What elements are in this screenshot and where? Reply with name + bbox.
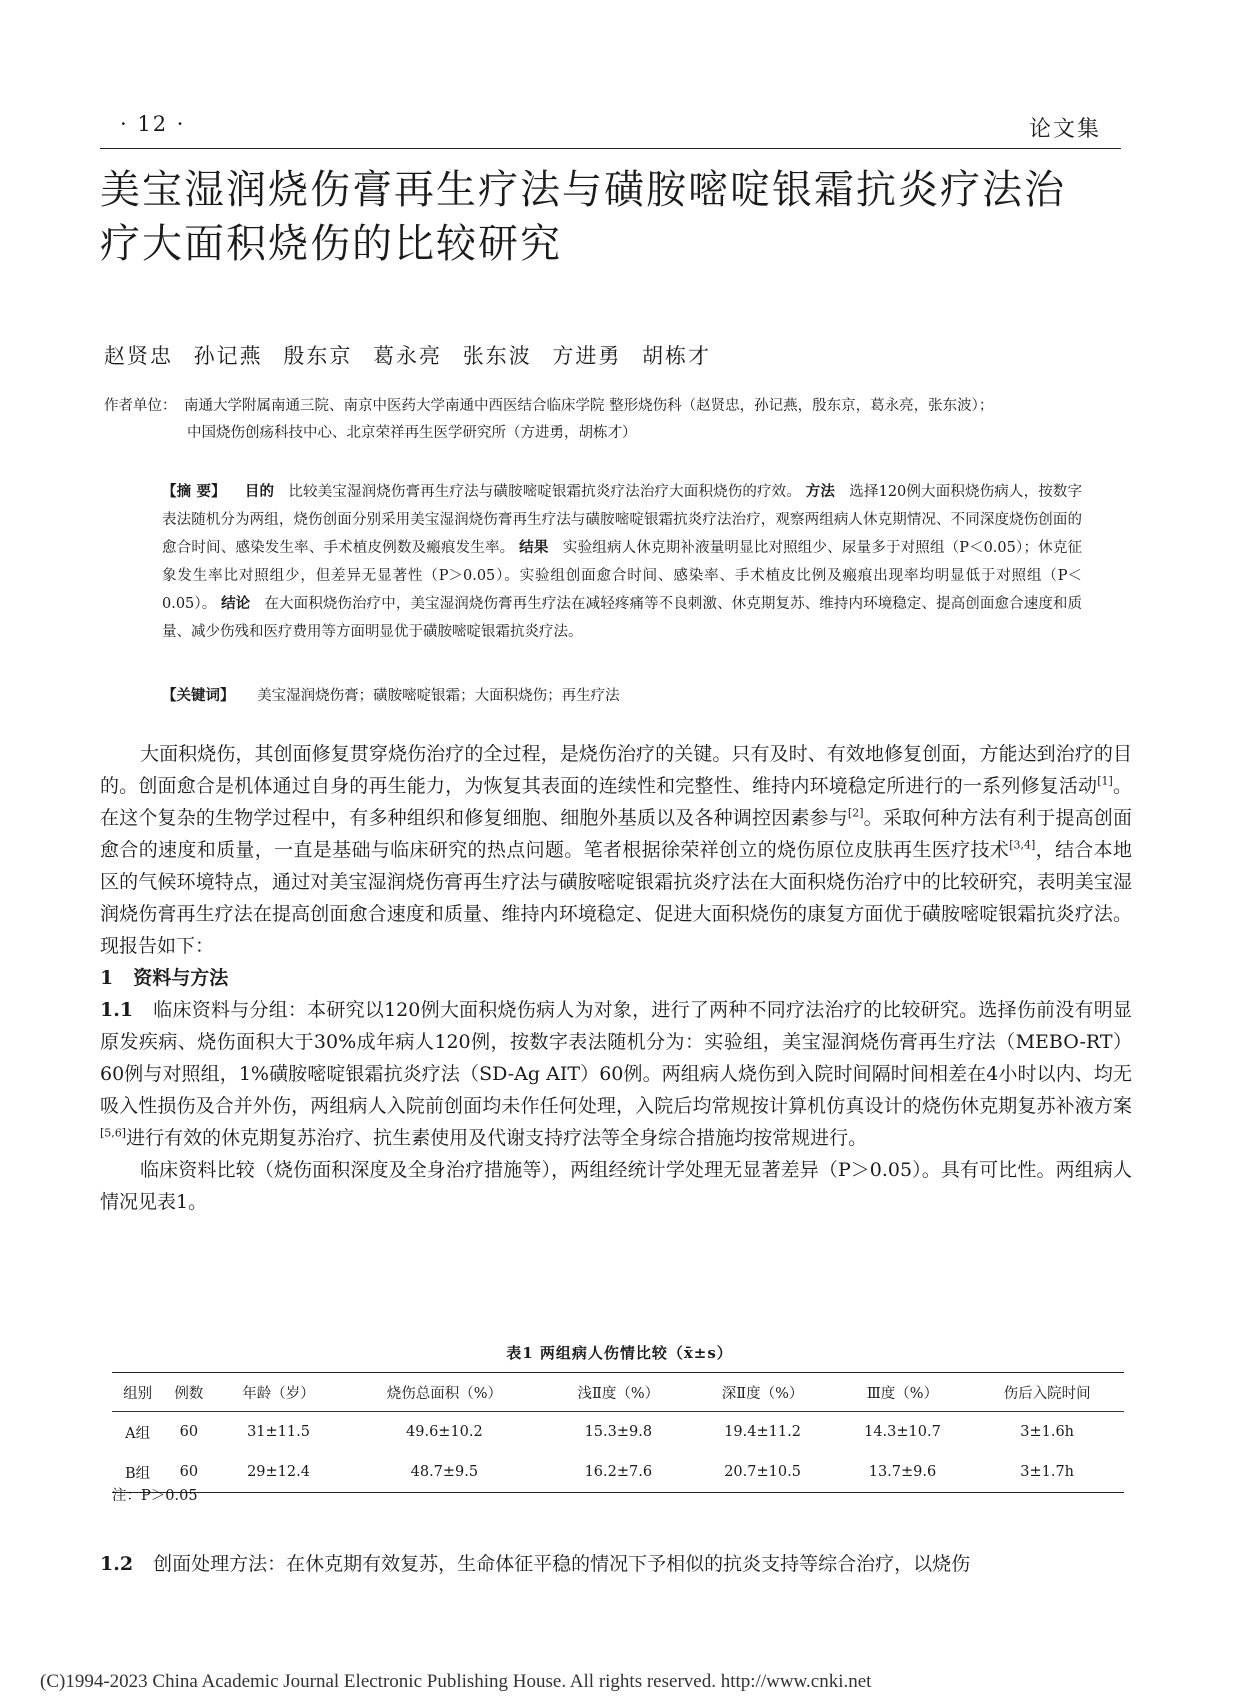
title-line-2: 疗大面积烧伤的比较研究 <box>100 221 562 267</box>
table-caption: 表1 两组病人伤情比较（x̄±s） <box>506 1344 733 1362</box>
page-number: · 12 · <box>120 112 186 136</box>
abstract-result: 实验组病人休克期补液量明显比对照组少、尿量多于对照组（P＜0.05）；休克征象发生率比对照组少，但差异无显著性（P＞0.05）。实验组创面愈合时间、感染率、手术植皮比例及瘢痕出现率均明显低于对照组（P＜0.05）。 <box>162 540 1083 612</box>
col-header: Ⅲ度（%） <box>835 1373 971 1412</box>
intro-paragraph: 大面积烧伤，其创面修复贯穿烧伤治疗的全过程，是烧伤治疗的关键。只有及时、有效地修复创面，方能达到治疗的目的。创面愈合是机体通过自身的再生能力，为恢复其表面的连续性和完整性、维持内环境稳定所进行的一系列修复活动[1]。在这个复杂的生物学过程中，有多种组织和修复细胞、细胞外基质以及各种调控因素参与[2]。采取何种方法有利于提高创面愈合的速度和质量，一直是基础与临床研究的热点问题。笔者根据徐荣祥创立的烧伤原位皮肤再生医疗技术[3,4]，结合本地区的气候环境特点，通过对美宝湿润烧伤膏再生疗法与磺胺嘧啶银霜抗炎疗法在大面积烧伤治疗中的比较研究，表明美宝湿润烧伤膏再生疗法在提高创面愈合速度和质量、维持内环境稳定、促进大面积烧伤的康复方面优于磺胺嘧啶银霜抗炎疗法。现报告如下： <box>100 743 1132 957</box>
table-cell: 13.7±9.6 <box>835 1452 971 1493</box>
table-cell: B组 <box>112 1452 163 1493</box>
running-header <box>100 112 1121 146</box>
keywords-label: 【关键词】 <box>162 687 235 704</box>
table-cell: 29±12.4 <box>214 1452 342 1493</box>
col-header: 深Ⅱ度（%） <box>690 1373 834 1412</box>
col-header: 年龄（岁） <box>214 1373 342 1412</box>
ref-citation: [2] <box>847 806 864 820</box>
paper-title <box>100 163 1130 271</box>
subsection-number: 1.2 <box>100 1553 134 1575</box>
table-row <box>112 1412 1124 1453</box>
keywords-text: 美宝湿润烧伤膏；磺胺嘧啶银霜；大面积烧伤；再生疗法 <box>257 688 620 704</box>
section-name: 论文集 <box>1028 117 1101 142</box>
abstract <box>162 478 1082 646</box>
table-cell: 15.3±9.8 <box>584 1424 653 1440</box>
table-note: 注：P＞0.05 <box>112 1488 198 1504</box>
col-header: 伤后入院时间 <box>970 1373 1124 1412</box>
table-cell: 60 <box>179 1424 199 1440</box>
affiliation-line-1: 南通大学附属南通三院、南京中医药大学南通中西医结合临床学院 整形烧伤科（赵贤忠，孙记燕，殷东京，葛永亮，张东波）； <box>184 398 994 414</box>
title-line-1: 美宝湿润烧伤膏再生疗法与磺胺嘧啶银霜抗炎疗法治 <box>100 167 1066 213</box>
abstract-method-label: 方法 <box>805 483 836 500</box>
section-heading: 1 资料与方法 <box>100 967 229 989</box>
abstract-method: 选择120例大面积烧伤病人，按数字表法随机分为两组，烧伤创面分别采用美宝湿润烧伤膏再生疗法与磺胺嘧啶银霜抗炎疗法治疗，观察两组病人休克期情况、不同深度烧伤创面的愈合时间、感染发生率、手术植皮例数及瘢痕发生率。 <box>162 484 1083 556</box>
ref-citation: [5,6] <box>100 1126 127 1140</box>
table-cell: 3±1.7h <box>970 1452 1124 1493</box>
table-row <box>112 1452 1124 1493</box>
table-1 <box>112 1372 1124 1493</box>
table-cell: 3±1.6h <box>1020 1424 1075 1440</box>
table-cell: 60 <box>163 1452 214 1493</box>
ref-citation: [3,4] <box>1009 838 1036 852</box>
author-list: 赵贤忠 孙记燕 殷东京 葛永亮 张东波 方进勇 胡栋才 <box>104 344 712 368</box>
abstract-aim-label: 目的 <box>244 483 275 500</box>
ref-citation: [1] <box>1097 774 1113 788</box>
table-cell: 19.4±11.2 <box>724 1424 801 1440</box>
table-cell: 49.6±10.2 <box>406 1424 483 1440</box>
abstract-aim: 比较美宝湿润烧伤膏再生疗法与磺胺嘧啶银霜抗炎疗法治疗大面积烧伤的疗效。 <box>288 484 801 500</box>
affiliation-label: 作者单位： <box>104 398 177 414</box>
col-header: 例数 <box>163 1373 214 1412</box>
table-cell: A组 <box>125 1425 151 1442</box>
header-rule <box>100 148 1121 149</box>
affiliation-block <box>104 393 1134 447</box>
section-1-2 <box>100 1548 1132 1580</box>
abstract-conclusion-label: 结论 <box>221 595 251 612</box>
table-cell: 48.7±9.5 <box>343 1452 547 1493</box>
abstract-conclusion: 在大面积烧伤治疗中，美宝湿润烧伤膏再生疗法在减轻疼痛等不良刺激、休克期复苏、维持内环境稳定、提高创面愈合速度和质量、减少伤残和医疗费用等方面明显优于磺胺嘧啶银霜抗炎疗法。 <box>162 596 1083 640</box>
abstract-label: 【摘 要】 <box>162 483 226 500</box>
table-cell: 20.7±10.5 <box>690 1452 834 1493</box>
copyright-footer: (C)1994-2023 China Academic Journal Electronic Publishing House. All rights reserved. http://www.cnki.net <box>40 1671 872 1692</box>
intro-section <box>100 738 1132 1218</box>
affiliation-line-2: 中国烧伤创疡科技中心、北京荣祥再生医学研究所（方进勇，胡栋才） <box>187 425 637 441</box>
clinical-comparison-paragraph: 临床资料比较（烧伤面积深度及全身治疗措施等），两组经统计学处理无显著差异（P＞0.05）。具有可比性。两组病人情况见表1。 <box>100 1159 1132 1213</box>
subsection-number: 1.1 <box>100 999 134 1021</box>
keywords <box>162 682 1082 710</box>
col-header: 组别 <box>112 1373 163 1412</box>
col-header: 烧伤总面积（%） <box>343 1373 547 1412</box>
table-cell: 14.3±10.7 <box>864 1424 941 1440</box>
table-cell: 16.2±7.6 <box>546 1452 690 1493</box>
col-header: 浅Ⅱ度（%） <box>546 1373 690 1412</box>
section-1-1: 1.1 临床资料与分组：本研究以120例大面积烧伤病人为对象，进行了两种不同疗法治疗的比较研究。选择伤前没有明显原发疾病、烧伤面积大于30%成年病人120例，按数字表法随机分为：实验组，美宝湿润烧伤膏再生疗法（MEBO-RT）60例与对照组，1%磺胺嘧啶银霜抗炎疗法（SD-Ag AIT）60例。两组病人烧伤到入院时间隔时间相差在4小时以内、均无吸入性损伤及合并外伤，两组病人入院前创面均未作任何处理，入院后均常规按计算机仿真设计的烧伤休克期复苏补液方案[5,6]进行有效的休克期复苏治疗、抗生素使用及代谢支持疗法等全身综合措施均按常规进行。 <box>100 999 1132 1149</box>
table-cell: 31±11.5 <box>247 1424 310 1440</box>
table-header-row <box>112 1373 1124 1412</box>
subsection-text: 创面处理方法：在休克期有效复苏，生命体征平稳的情况下予相似的抗炎支持等综合治疗，以烧伤 <box>153 1553 971 1575</box>
abstract-result-label: 结果 <box>519 539 549 556</box>
